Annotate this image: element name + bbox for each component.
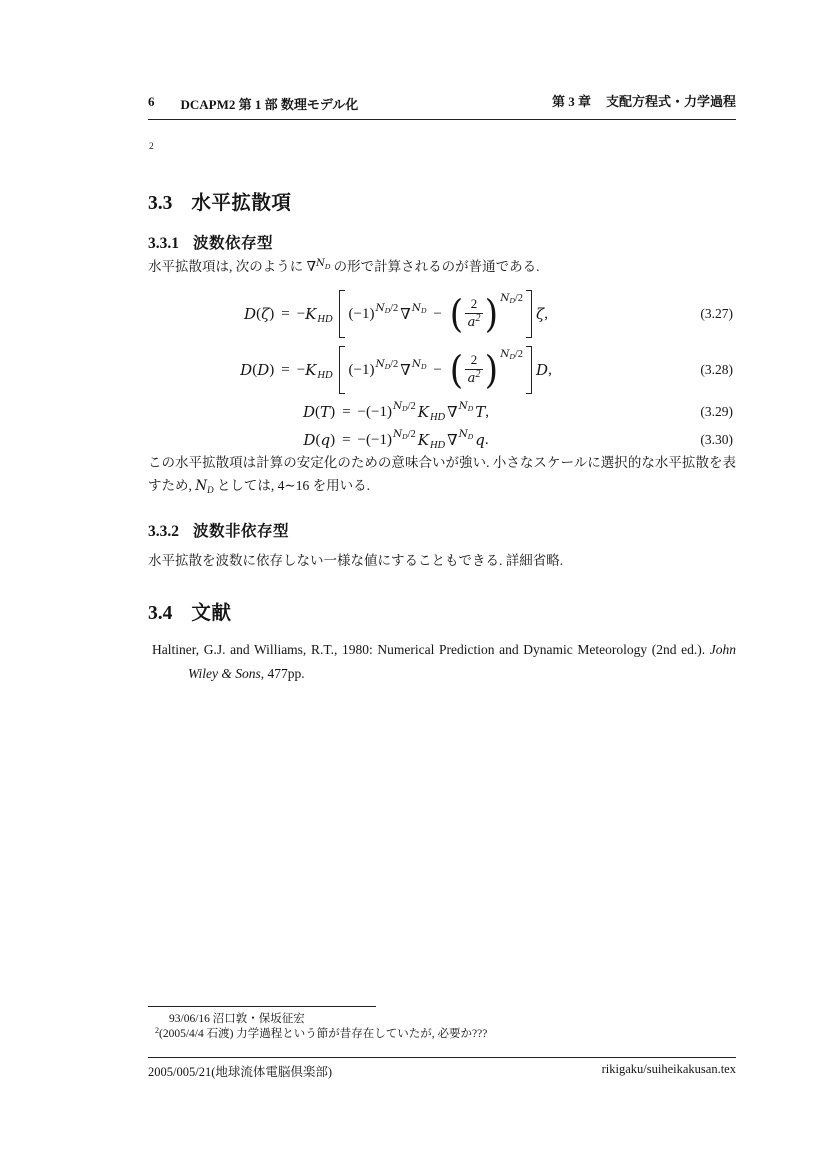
nabla-symbol: ∇ bbox=[306, 259, 317, 274]
equation-trailing-variable: D bbox=[536, 361, 549, 379]
right-paren: ) bbox=[485, 292, 499, 336]
left-bracket bbox=[339, 346, 345, 394]
header-right bbox=[552, 91, 736, 110]
section-heading-3-4 bbox=[148, 597, 231, 625]
exponent-nd-half: ND/2 bbox=[375, 358, 399, 371]
equation-argument: ζ bbox=[261, 305, 270, 323]
nabla-symbol: ∇ bbox=[400, 306, 411, 323]
footnote-line-2 bbox=[155, 1025, 487, 1041]
exponent-nd: ND bbox=[411, 302, 427, 315]
equation-body: D ( D ) = − K HD (−1) ND/2 ∇ ND − ( $\frac{2}{a^2}$ ) ND/2 D , bbox=[240, 348, 552, 392]
equation-argument: q bbox=[320, 431, 331, 449]
exponent-nd-half: ND/2 bbox=[500, 292, 524, 305]
footnote-line-1: 93/06/16 沼口敦・保坂征宏 bbox=[169, 1013, 305, 1025]
reference-pages: , 477pp. bbox=[260, 665, 305, 681]
exponent-nd: ND bbox=[411, 358, 427, 371]
exponent-nd-half: ND/2 bbox=[375, 302, 399, 315]
equation-3-29 bbox=[148, 400, 736, 424]
fraction-2-over-a2: $\frac{2}{a^2}$ bbox=[465, 352, 484, 388]
nabla-symbol: ∇ bbox=[447, 404, 458, 421]
equation-trailing-variable: T bbox=[475, 403, 486, 421]
exponent-nd-half: ND/2 bbox=[392, 428, 416, 441]
header-chapter-title: 支配方程式・力学過程 bbox=[605, 94, 736, 109]
exponent-nd: ND bbox=[458, 400, 474, 413]
equation-3-28 bbox=[148, 341, 736, 399]
subsection-title: 波数依存型 bbox=[193, 235, 274, 252]
operator-d: D bbox=[244, 305, 257, 323]
equation-argument: T bbox=[320, 403, 331, 421]
paragraph-text: この水平拡散項は計算の安定化のための意味合いが強い. 小さなスケールに選択的な水平拡散を表すため, bbox=[148, 455, 736, 493]
header-left bbox=[148, 94, 358, 113]
equation-argument: D bbox=[257, 361, 270, 379]
left-paren: ( bbox=[449, 348, 463, 392]
equation-body: D ( q ) = − (−1) ND/2 K HD ∇ ND q . bbox=[303, 428, 489, 451]
section-title: 水平拡散項 bbox=[191, 192, 292, 214]
left-bracket bbox=[339, 290, 345, 338]
exponent-nd-half: ND/2 bbox=[392, 400, 416, 413]
paragraph-uniform bbox=[148, 549, 736, 572]
paragraph-text: の形で計算されるのが普通である. bbox=[330, 259, 540, 274]
equation-3-27 bbox=[148, 285, 736, 343]
reference-text: Haltiner, G.J. and Williams, R.T., 1980: Numerical Prediction and Dynamic Meteorology (2nd ed.). bbox=[152, 642, 710, 657]
right-bracket bbox=[526, 346, 532, 394]
footnote-rule bbox=[148, 1006, 376, 1007]
paragraph-intro bbox=[148, 255, 736, 280]
equation-body: D ( ζ ) = − K HD (−1) ND/2 ∇ ND − ( $\frac{2}{a^2}$ ) ND/2 ζ , bbox=[244, 292, 548, 336]
equation-body: D ( T ) = − (−1) ND/2 K HD ∇ ND T , bbox=[303, 400, 489, 423]
equation-number: (3.28) bbox=[700, 362, 733, 377]
subsection-heading-3-3-1 bbox=[148, 231, 273, 253]
equation-number: (3.29) bbox=[700, 404, 733, 419]
nabla-symbol: ∇ bbox=[447, 432, 458, 449]
footer-left: 2005/005/21(地球流体電脳倶楽部) bbox=[148, 1065, 333, 1079]
paragraph-text: としては, 4∼16 を用いる. bbox=[213, 478, 370, 493]
operator-d: D bbox=[303, 431, 316, 449]
footer-rule bbox=[148, 1057, 736, 1058]
operator-d: D bbox=[240, 361, 253, 379]
equation-trailing-variable: ζ bbox=[536, 305, 545, 323]
paragraph-stability: この水平拡散項は計算の安定化のための意味合いが強い. 小さなスケールに選択的な水平拡散を表すため, $N_D$ としては, 4∼16 を用いる. bbox=[148, 455, 736, 495]
exponent-nd: ND bbox=[316, 258, 331, 271]
subsection-title: 波数非依存型 bbox=[193, 523, 290, 540]
fraction-2-over-a2: $\frac{2}{a^2}$ bbox=[465, 296, 484, 332]
text-column bbox=[148, 0, 736, 1169]
right-paren: ) bbox=[485, 348, 499, 392]
section-number: 3.3 bbox=[148, 193, 173, 214]
header-chapter-number: 第 3 章 bbox=[551, 94, 591, 109]
paragraph-text: 水平拡散項は, 次のように bbox=[148, 259, 307, 274]
right-bracket bbox=[526, 290, 532, 338]
equation-number: (3.30) bbox=[700, 432, 733, 447]
section-title: 文献 bbox=[191, 602, 232, 624]
paragraph-text: 水平拡散を波数に依存しない一様な値にすることもできる. 詳細省略. bbox=[148, 553, 564, 568]
footnote-marker-top: 2 bbox=[149, 142, 154, 152]
header-part-title: DCAPM2 第 1 部 数理モデル化 bbox=[180, 97, 359, 112]
page-footer bbox=[148, 1062, 736, 1080]
section-number: 3.4 bbox=[148, 603, 173, 624]
exponent-nd: ND bbox=[458, 428, 474, 441]
equation-3-30 bbox=[148, 428, 736, 452]
equation-number: (3.27) bbox=[700, 306, 733, 321]
running-header bbox=[148, 91, 736, 120]
footnote-text: (2005/4/4 石渡) 力学過程という節が昔存在していたが, 必要か??? bbox=[159, 1028, 488, 1040]
equation-trailing-variable: q bbox=[475, 431, 485, 449]
subsection-number: 3.3.1 bbox=[148, 235, 179, 252]
operator-d: D bbox=[303, 403, 316, 421]
subsection-number: 3.3.2 bbox=[148, 523, 179, 540]
section-heading-3-3 bbox=[148, 187, 291, 215]
footnote-marker: 2 bbox=[155, 1026, 159, 1035]
left-paren: ( bbox=[449, 292, 463, 336]
page-number: 6 bbox=[148, 94, 155, 109]
nabla-symbol: ∇ bbox=[400, 362, 411, 379]
reference-publisher: John Wiley & Sons bbox=[188, 642, 736, 681]
subsection-heading-3-3-2 bbox=[148, 519, 289, 541]
variable-nd: N bbox=[195, 478, 208, 494]
reference-entry bbox=[152, 638, 736, 685]
footer-right: rikigaku/suiheikakusan.tex bbox=[601, 1062, 736, 1076]
exponent-nd-half: ND/2 bbox=[500, 348, 524, 361]
